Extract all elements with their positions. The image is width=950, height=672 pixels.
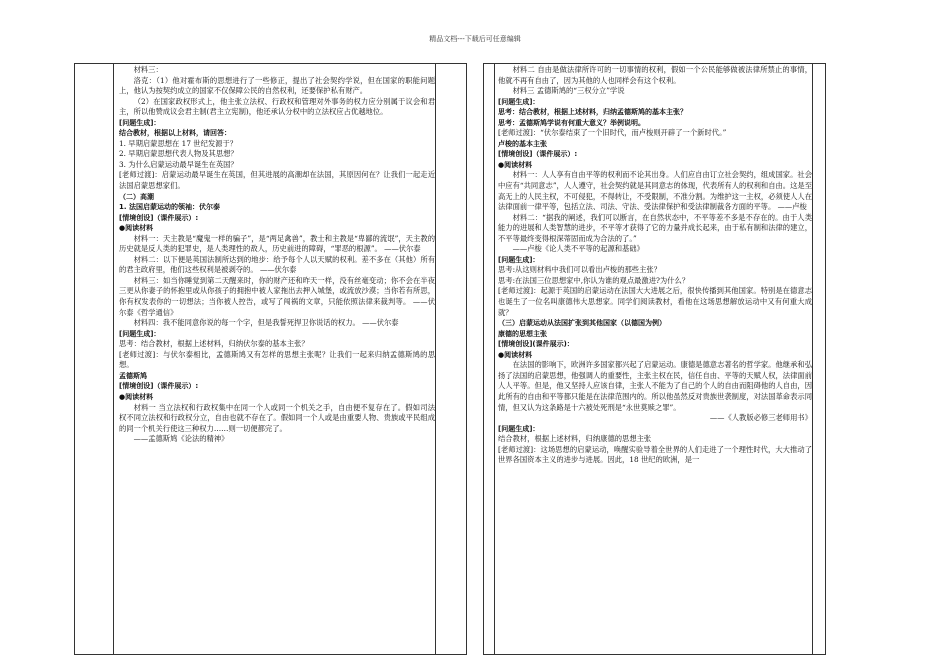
- paragraph: [老师过渡]：“伏尔泰结束了一个旧时代，而卢梭则开辟了一个新时代。”: [498, 128, 727, 138]
- paragraph: [问题生成]：: [498, 424, 540, 433]
- paragraph: [老师过渡]：启蒙运动最早诞生在英国，但其进展的高潮却在法国，其原因何在？让我们一起走近法国启蒙思想家们。: [119, 170, 435, 191]
- page-content-left: [119, 65, 435, 445]
- paragraph: [老师过渡]：与伏尔泰相比，孟德斯鸠又有怎样的思想主张呢？让我们一起来归纳孟德斯鸠的思想。: [119, 349, 435, 370]
- paragraph: 3. 为什么启蒙运动最早诞生在英国？: [119, 159, 238, 169]
- paragraph: [问题生成]：: [119, 329, 161, 338]
- paragraph: [老师过渡]：起源于英国的启蒙运动在法国大大进展之后，很快传播到其他国家。特别是在德意志也诞生了一位名叫康德伟大思想家。同学们阅读教材，看他在这场思想解放运动中又有何重大成就？: [498, 286, 812, 317]
- paragraph: 材料三：: [133, 65, 163, 74]
- paragraph: （三）启蒙运动从法国扩张到其他国家（以德国为例）: [498, 319, 666, 328]
- paragraph: 结合教材，根据上述材料，归纳康德的思想主张: [498, 434, 652, 444]
- paragraph: 在法国的影响下，欧洲许多国家都兴起了启蒙运动。康德是德意志著名的哲学家。他继承和弘扬了法国的启蒙思想，他强调人的重要性，主张主权在民，信任自由、平等的天赋人权，法律面前人人平等。但是，他又坚持人应该自律，主张人不能为了自己的个人的自由而阻碍他的人自由，因此所有的自由和平等都只能是在法律范围内的。所以他虽然反对贵族世袭制度，对法国革命表示同情，但又认为这条路是十六被处死刑是“永世莫赎之罪”。: [498, 360, 812, 412]
- paragraph: （2）在国家政权形式上，他主张立法权、行政权和管理对外事务的权力应分别属于议会和君主，所以他赞成议会君主制(君主立宪制)，他还承认分权中的立法权应占优越地位。: [119, 96, 435, 117]
- paragraph: 孟德斯鸠: [119, 371, 147, 380]
- paragraph: 材料二 自由是做法律所许可的一切事情的权利，假如一个公民能够做被法律所禁止的事情，他就不再有自由了，因为其他的人也同样会有这个权利。: [498, 65, 812, 85]
- paragraph: 材料二：“据我的阐述，我们可以断言，在自然状态中，不平等差不多是不存在的。由于人类能力的进展和人类智慧的进步，不平等才获得了它的力量并成长起来，由于私有制和法律的建立，不平等最终变得根深蒂固而成为合法的了。”: [498, 212, 812, 243]
- paragraph: [问题生成]：: [498, 255, 540, 264]
- table-border-right: [435, 64, 436, 654]
- paragraph: 思考:从这则材料中我们可以看出卢梭的那些主张？: [498, 265, 661, 275]
- paragraph: 洛克：（1）他对霍布斯的思想进行了一些修正，提出了社会契约学说，但在国家的职能问题上，他认为按契约成立的国家不仅保障公民的自然权利，还要保护私有财产。: [119, 75, 435, 96]
- paragraph: 材料一：天主教是“魔鬼一样的骗子”，是“两足禽兽”，教士和主教是“卑鄙的流氓”，天主教的历史就是反人类的犯罪史，是人类理性的敌人，历史前进的障碍，“罪恶的根源”。 ——伏尔泰: [119, 233, 435, 254]
- paragraph: [情境创设](课件展示)：: [498, 340, 574, 349]
- paragraph: [问题生成]：: [498, 97, 540, 106]
- document-page-right: [483, 63, 826, 655]
- paragraph: 康德的思想主张: [498, 329, 547, 338]
- paragraph: 思考：结合教材，根据上述材料，归纳孟德斯鸠的基本主张？: [498, 108, 687, 117]
- paragraph: 思考:在法国三位思想家中,你认为谁的观点最激进?为什么？: [498, 275, 690, 285]
- page-content-right: [498, 65, 812, 466]
- table-border-left: [494, 64, 495, 654]
- paragraph: 思考：孟德斯鸠学说有何重大意义？举例说明。: [498, 118, 645, 127]
- paragraph: [情境创设]（课件展示）:: [498, 150, 578, 159]
- document-page-left: [74, 63, 467, 655]
- paragraph: 材料三：如当你睡觉到第二天醒来时，你的财产还和昨天一样，没有丝毫变动；你不会在半夜三更从你妻子的怀抱里或从你孩子的拥抱中被人家拖出去押入城堡，或流放沙漠；当你若有所思，你有权发表你的一切想法；当你被人控告，或写了闯祸的文章，只能依照法律来裁判等。 ——伏尔泰《哲学通信》: [119, 275, 435, 317]
- paragraph: 材料二：以下便是英国法制所达到的地步：给予每个人以天赋的权利。差不多在（其他）所有的君主政府里，他们这些权利是被剥夺的。 ——伏尔泰: [119, 254, 435, 275]
- paragraph: 结合教材，根据以上材料，请回答：: [119, 129, 231, 138]
- paragraph: 1. 法国启蒙运动的领袖：伏尔泰: [119, 203, 220, 212]
- paragraph: ——卢梭《论人类不平等的起源和基础》: [512, 244, 644, 254]
- paragraph: ——《人教版必修三老师用书》: [709, 413, 812, 423]
- paragraph: 材料一：人人享有自由平等的权利而不论其出身。人们应自由订立社会契约，组成国家。社会中应有“共同意志”，人人遵守，社会契约就是其同意志的体现，代表所有人的权利和自由。这是至高无上的人民主权，不可侵犯，不得转让，不受限制，不准分割。为维护这一主权，必须使人人在法律面前一律平等，包括立法、司法、守法、受法律保护和受法律制裁各方面的平等。 ——卢梭: [498, 170, 812, 212]
- page-header: 精品文档---下载后可任意编辑: [429, 35, 521, 43]
- paragraph: 材料四：我不能同意你说的每一个字，但是我誓死捍卫你说话的权力。 ——伏尔泰: [133, 318, 399, 328]
- paragraph: 材料一 当立法权和行政权集中在同一个人或同一个机关之手，自由便不复存在了。假如司法权不同立法权和行政权分立，自由也就不存在了。假如同一个人或是由重要人物、贵族或平民组成的同一个机关行使这三种权力……则一切便都完了。: [119, 402, 435, 433]
- paragraph: [问题生成]：: [119, 118, 161, 127]
- paragraph: ——孟德斯鸠《论法的精神》: [133, 434, 229, 444]
- paragraph: 思考：结合教材，根据上述材料，归纳伏尔泰的基本主张？: [119, 339, 309, 349]
- paragraph: ●阅读材料: [119, 224, 154, 233]
- paragraph: [情境创设]（课件展示）:: [119, 213, 199, 222]
- paragraph: [老师过渡]：这场思想的启蒙运动，唤醒实验导着全世界的人们走进了一个理性时代，大大推动了世界各国资本主义的进步与进展。因此，18 世纪的欧洲，是一: [498, 444, 812, 465]
- paragraph: 材料三 孟德斯鸠的“三权分立”学说: [512, 86, 625, 96]
- paragraph: ●阅读材料: [119, 392, 154, 401]
- paragraph: ●阅读材料: [498, 160, 533, 169]
- paragraph: （二）高潮: [119, 192, 154, 201]
- table-border-right: [812, 64, 813, 654]
- paragraph: 卢梭的基本主张: [498, 139, 547, 148]
- table-border-left: [113, 64, 114, 654]
- paragraph: 1. 早期启蒙思想在 17 世纪发源于？: [119, 138, 238, 148]
- paragraph: ●阅读材料: [498, 350, 533, 359]
- paragraph: [情境创设]（课件展示）:: [119, 382, 199, 391]
- paragraph: 2. 早期启蒙思想代表人物及其思想？: [119, 149, 238, 159]
